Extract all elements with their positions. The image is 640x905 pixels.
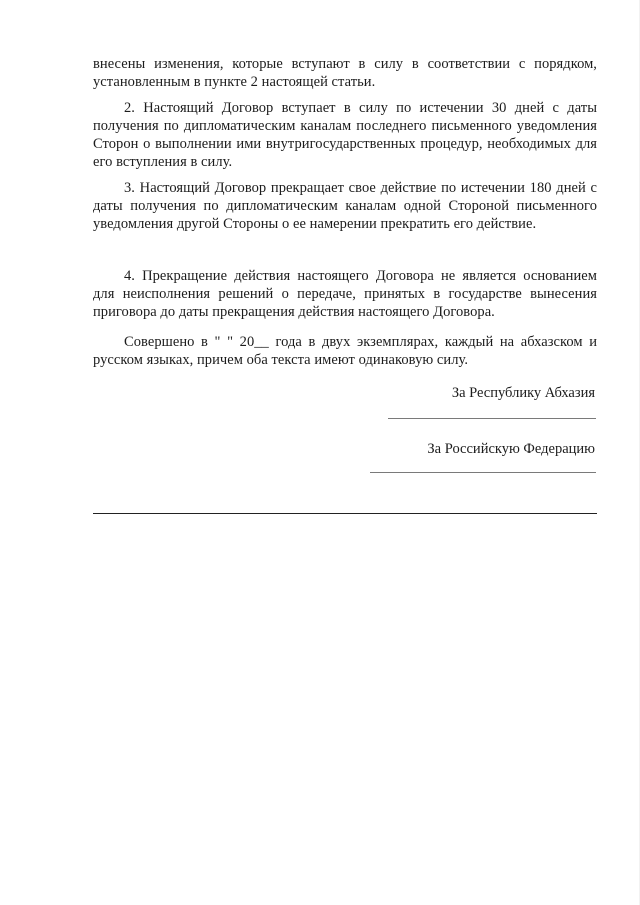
- article-item-3: 3. Настоящий Договор прекращает свое действие по истечении 180 дней с даты получения по дипломатическим каналам одной Стороной письменного уведомления другой Стороны о ее намерении прекратить его действие.: [93, 180, 597, 232]
- signature-label-abkhazia: За Республику Абхазия: [451, 385, 595, 401]
- page-divider: [93, 513, 597, 514]
- article-item-4: 4. Прекращение действия настоящего Договора не является основанием для неисполнения решений о передаче, принятых в государстве вынесения приговора до даты прекращения действия настоящего Договора.: [93, 268, 597, 320]
- signature-line-abkhazia: [388, 418, 596, 419]
- intro-paragraph: внесены изменения, которые вступают в силу в соответствии с порядком, установленным в пункте 2 настоящей статьи.: [93, 56, 597, 90]
- article-item-2: 2. Настоящий Договор вступает в силу по истечении 30 дней с даты получения по дипломатическим каналам последнего письменного уведомления Сторон о выполнении ими внутригосударственных процедур, необходимых для его вступления в силу.: [93, 100, 597, 170]
- signature-label-russia: За Российскую Федерацию: [427, 441, 595, 457]
- signature-line-russia: [370, 472, 596, 473]
- signed-clause: Совершено в " " 20__ года в двух экземплярах, каждый на абхазском и русском языках, причем оба текста имеют одинаковую силу.: [93, 334, 597, 368]
